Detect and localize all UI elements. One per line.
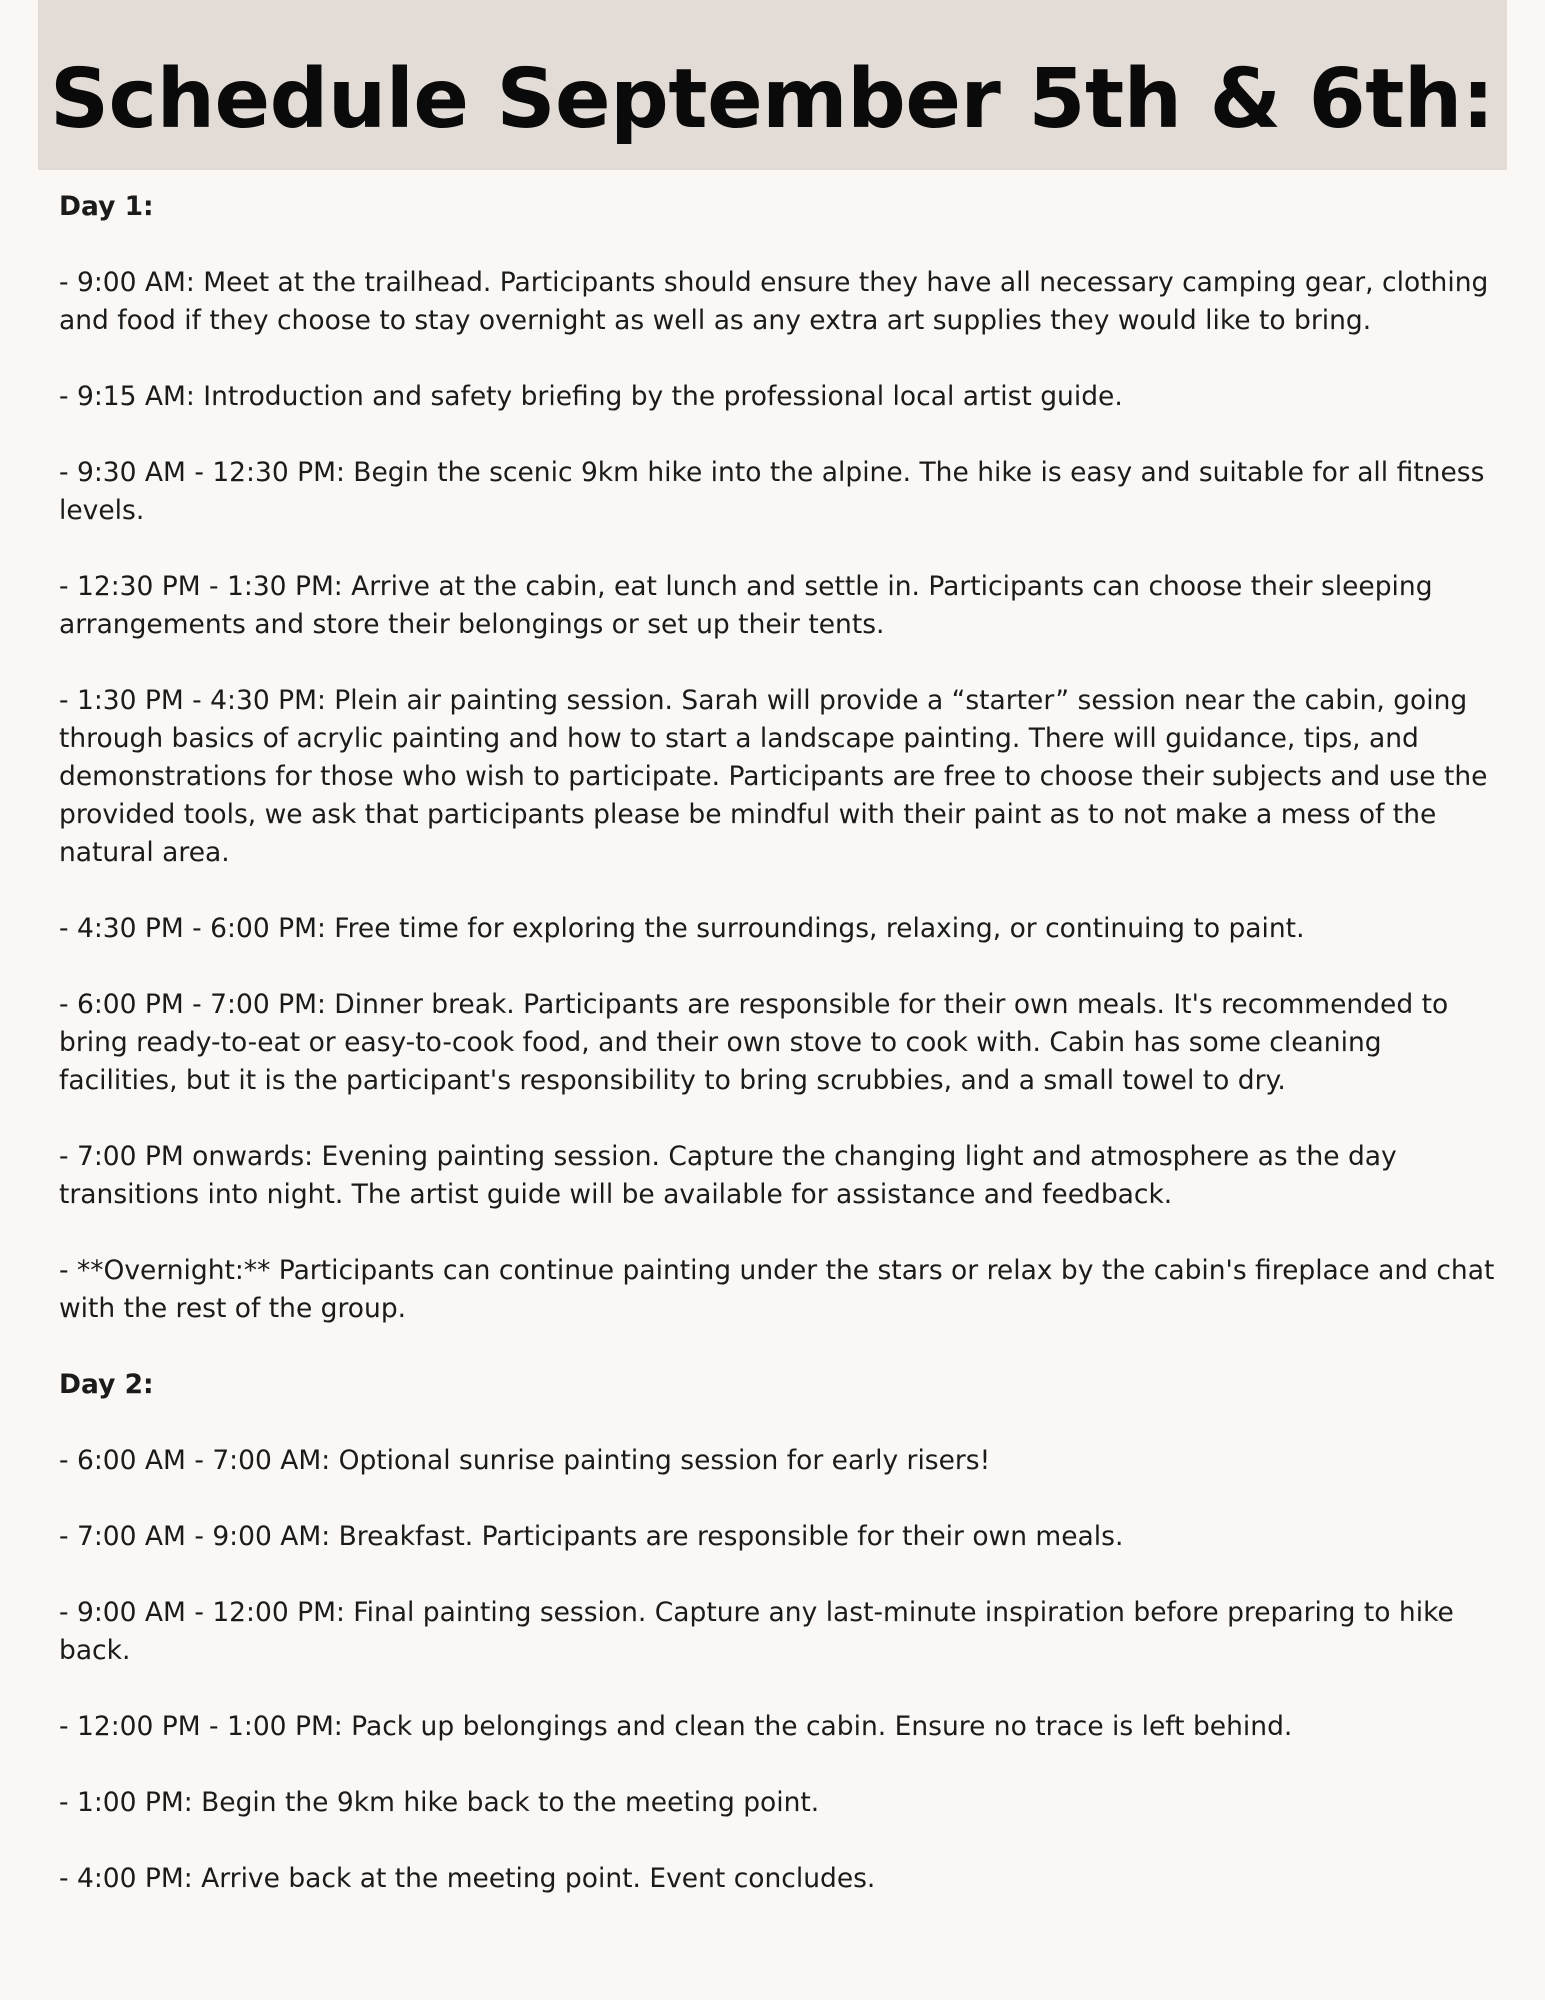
day-1-item: - 1:30 PM - 4:30 PM: Plein air painting session. Sarah will provide a “starter” session near the cabin, going through basics of acrylic painting and how to start a landscape painting. There will guidance, tips, and demonstrations for those who wish to participate. Participants are free to choose their subjects and use the provided tools, we ask that participants please be mindful with their paint as to not make a mess of the natural area. <box>59 685 1488 868</box>
day-1-item: - 9:00 AM: Meet at the trailhead. Participants should ensure they have all necessary camping gear, clothing and food if they choose to stay overnight as well as any extra art supplies they would like to bring. <box>59 267 1489 336</box>
day-1-item: - 12:30 PM - 1:30 PM: Arrive at the cabin, eat lunch and settle in. Participants can choose their sleeping arrangements and store their belongings or set up their tents. <box>59 571 1433 640</box>
day-2-section <box>59 1366 1499 1898</box>
day-2-item: - 9:00 AM - 12:00 PM: Final painting session. Capture any last-minute inspiration before preparing to hike back. <box>59 1597 1454 1666</box>
day-2-item: - 12:00 PM - 1:00 PM: Pack up belongings and clean the cabin. Ensure no trace is left behind. <box>59 1711 1293 1742</box>
day-1-item: - 9:15 AM: Introduction and safety briefing by the professional local artist guide. <box>59 381 1123 412</box>
page-title: Schedule September 5th & 6th: <box>50 52 1495 147</box>
day-1-item: - 7:00 PM onwards: Evening painting session. Capture the changing light and atmosphere as the day transitions into night. The artist guide will be available for assistance and feedback. <box>59 1141 1397 1210</box>
day-1-item: - 6:00 PM - 7:00 PM: Dinner break. Participants are responsible for their own meals. It's recommended to bring ready-to-eat or easy-to-cook food, and their own stove to cook with. Cabin has some cleaning facilities, but it is the participant's responsibility to bring scrubbies, and a small towel to dry. <box>59 989 1449 1096</box>
day-2-item: - 4:00 PM: Arrive back at the meeting point. Event concludes. <box>59 1863 876 1894</box>
day-2-item: - 6:00 AM - 7:00 AM: Optional sunrise painting session for early risers! <box>59 1445 991 1476</box>
day-2-item: - 1:00 PM: Begin the 9km hike back to the meeting point. <box>59 1787 820 1818</box>
day-1-item: - 9:30 AM - 12:30 PM: Begin the scenic 9km hike into the alpine. The hike is easy and suitable for all fitness levels. <box>59 457 1485 526</box>
day-1-heading: Day 1: <box>59 191 154 222</box>
day-2-heading: Day 2: <box>59 1369 154 1400</box>
day-2-item: - 7:00 AM - 9:00 AM: Breakfast. Participants are responsible for their own meals. <box>59 1521 1124 1552</box>
schedule-content <box>59 188 1499 1936</box>
day-1-item: - **Overnight:** Participants can continue painting under the stars or relax by the cabin's fireplace and chat with the rest of the group. <box>59 1255 1495 1324</box>
day-1-item: - 4:30 PM - 6:00 PM: Free time for exploring the surroundings, relaxing, or continuing to paint. <box>59 913 1305 944</box>
day-1-section <box>59 188 1499 1328</box>
